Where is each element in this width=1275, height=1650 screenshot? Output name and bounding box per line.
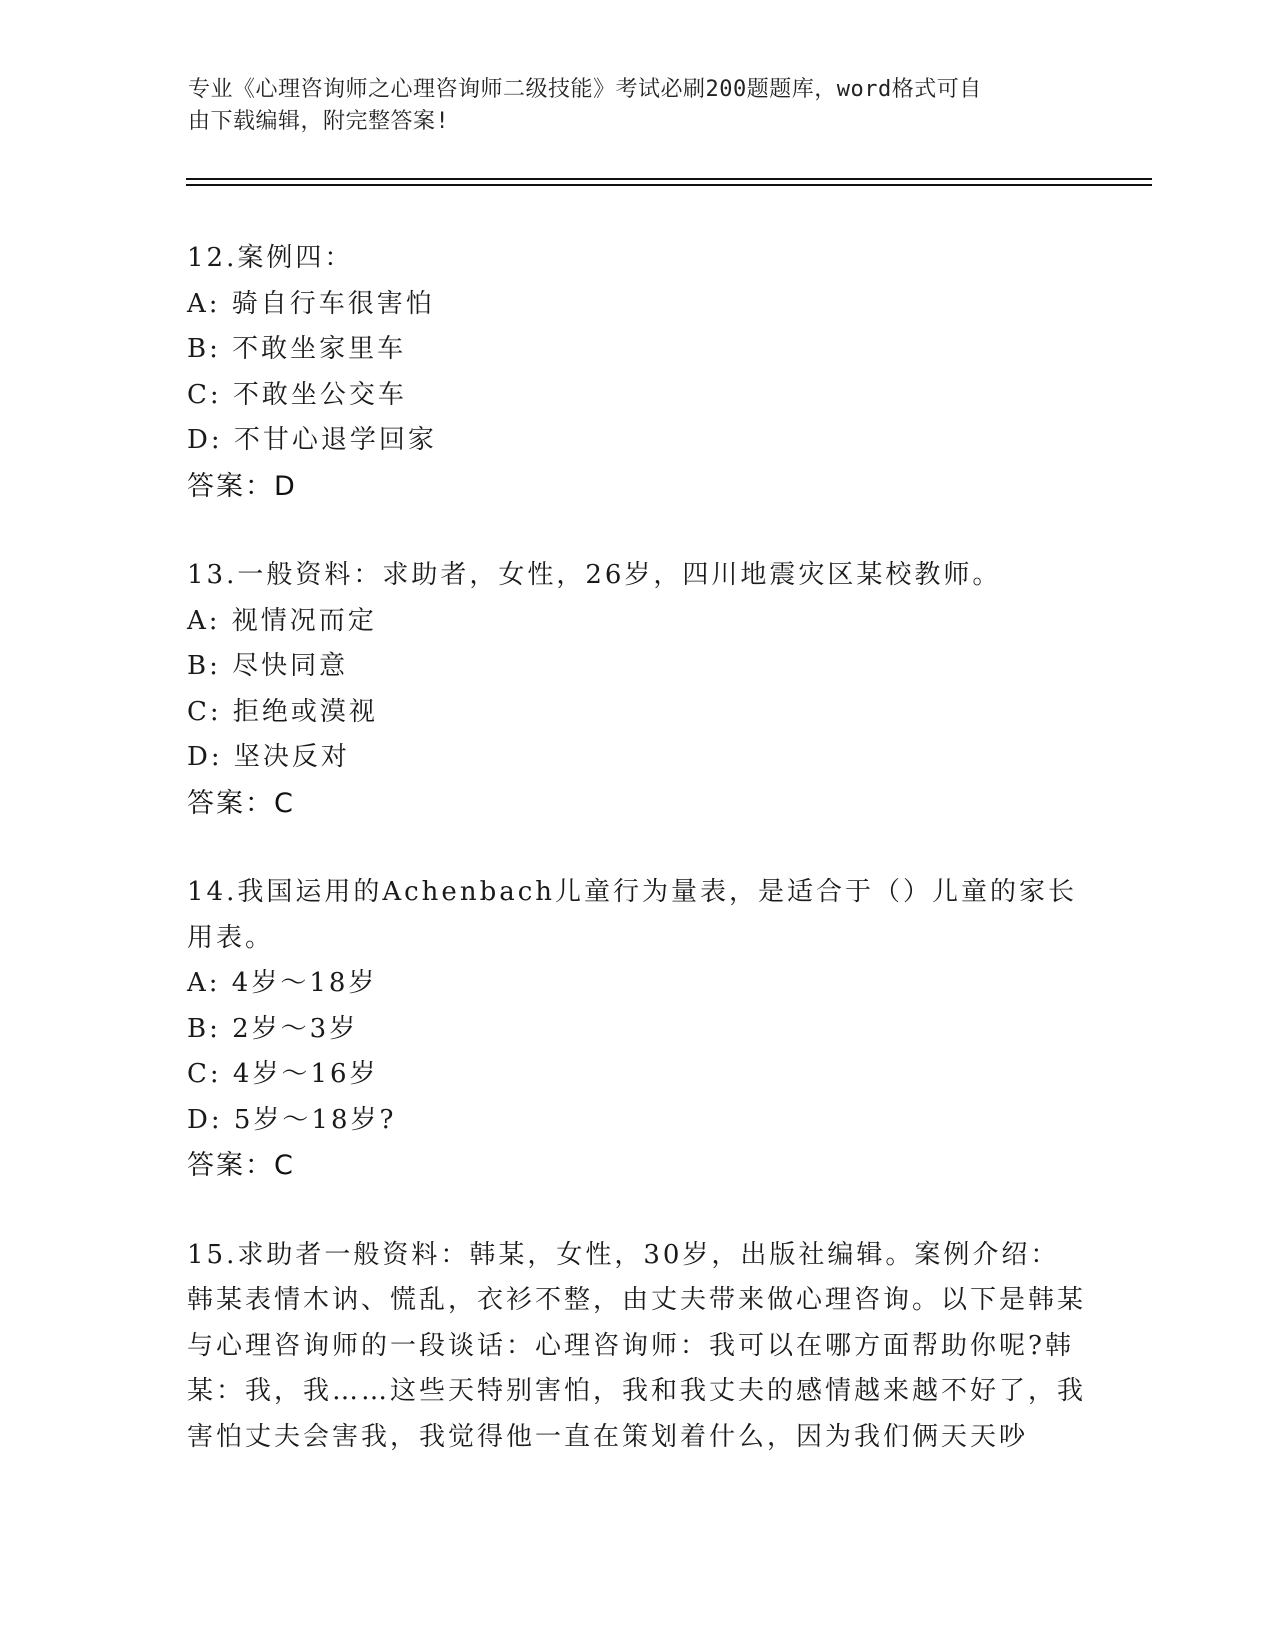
- question-15: [187, 1233, 1087, 1461]
- option-c: C: 不敢坐公交车: [187, 379, 407, 410]
- header-line-1: 专业《心理咨询师之心理咨询师二级技能》考试必刷200题题库，word格式可自: [188, 77, 982, 102]
- answer-line: 答案：C: [187, 1150, 295, 1181]
- header-line-2: 由下载编辑，附完整答案!: [188, 109, 450, 134]
- question-stem: 13.一般资料：求助者，女性，26岁，四川地震灾区某校教师。: [187, 560, 1002, 590]
- answer-line: 答案：C: [187, 787, 295, 819]
- option-a: A: 4岁～18岁: [187, 968, 378, 998]
- option-a: A: 视情况而定: [187, 605, 377, 636]
- header-divider-top: [186, 178, 1152, 180]
- question-stem: 14.我国运用的Achenbach儿童行为量表，是适合于（）儿童的家长用表。: [187, 877, 1078, 953]
- option-d: D: 5岁～18岁?: [187, 1104, 397, 1135]
- option-b: B: 不敢坐家里车: [187, 334, 407, 364]
- question-list: [187, 236, 1087, 1504]
- option-c: C: 4岁～16岁: [187, 1059, 379, 1089]
- option-a: A: 骑自行车很害怕: [187, 288, 435, 319]
- question-stem: 12.案例四：: [187, 243, 354, 273]
- option-d: D: 坚决反对: [187, 742, 350, 772]
- header-divider-bottom: [186, 184, 1152, 186]
- question-13: [187, 553, 1087, 826]
- answer-line: 答案：D: [187, 470, 297, 502]
- document-header: [188, 74, 1068, 138]
- option-c: C: 拒绝或漠视: [187, 696, 378, 727]
- question-14: [187, 870, 1087, 1189]
- question-12: [187, 236, 1087, 509]
- question-stem: 15.求助者一般资料：韩某，女性，30岁，出版社编辑。案例介绍：韩某表情木讷、慌乱，衣衫不整，由丈夫带来做心理咨询。以下是韩某与心理咨询师的一段谈话：心理咨询师：我可以在哪方面帮助你呢?韩某：我，我……这些天特别害怕，我和我丈夫的感情越来越不好了，我害怕丈夫会害我，我觉得他一直在策划着什么，因为我们俩天天吵: [187, 1239, 1087, 1452]
- option-b: B: 2岁～3岁: [187, 1013, 359, 1044]
- option-b: B: 尽快同意: [187, 651, 349, 681]
- option-d: D: 不甘心退学回家: [187, 425, 437, 455]
